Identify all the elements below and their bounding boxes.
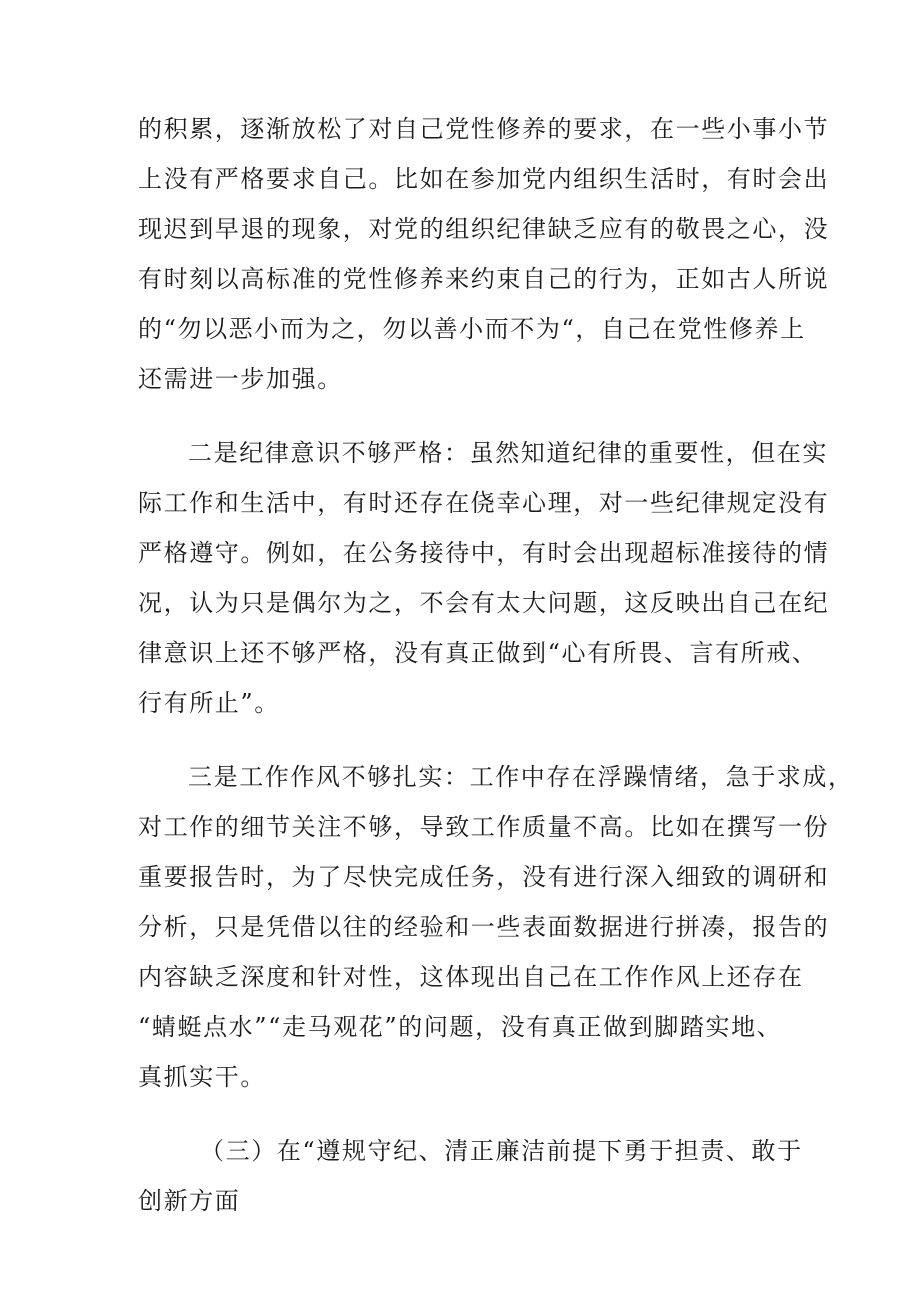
paragraph-party-spirit-continuation: [138, 104, 830, 404]
text-line: 有时刻以高标准的党性修养来约束自己的行为，正如古人所说: [138, 265, 830, 293]
text-line: “蜻蜓点水”“走马观花”的问题，没有真正做到脚踏实地、: [138, 1013, 783, 1041]
text-line: 现迟到早退的现象，对党的组织纪律缺乏应有的敬畏之心，没: [138, 215, 830, 243]
text-line: 分析，只是凭借以往的经验和一些表面数据进行拼凑，报告的: [138, 913, 830, 941]
text-line: 三是工作作风不够扎实：工作中存在浮躁情绪，急于求成，: [188, 763, 854, 791]
text-line: 重要报告时，为了尽快完成任务，没有进行深入细致的调研和: [138, 863, 830, 891]
paragraph-work-style: [138, 752, 854, 1102]
text-line: 况，认为只是偶尔为之，不会有太大问题，这反映出自己在纪: [138, 589, 830, 617]
text-line: 际工作和生活中，有时还存在侥幸心理，对一些纪律规定没有: [138, 489, 830, 517]
text-line: 对工作的细节关注不够，导致工作质量不高。比如在撰写一份: [138, 813, 830, 841]
document-body: [138, 104, 854, 1250]
text-line: 行有所止”。: [138, 689, 280, 717]
text-line: 上没有严格要求自己。比如在参加党内组织生活时，有时会出: [138, 165, 830, 193]
text-line: 严格遵守。例如，在公务接待中，有时会出现超标准接待的情: [138, 539, 830, 567]
heading-line: 创新方面: [138, 1187, 241, 1215]
text-line: 二是纪律意识不够严格：虽然知道纪律的重要性，但在实: [188, 439, 828, 467]
paragraph-discipline-awareness: [138, 428, 830, 728]
heading-line: （三）在“遵规守纪、清正廉洁前提下勇于担责、敢于: [200, 1137, 803, 1165]
text-line: 的积累，逐渐放松了对自己党性修养的要求，在一些小事小节: [138, 115, 830, 143]
section-heading-three: [138, 1126, 803, 1226]
text-line: 的“勿以恶小而为之，勿以善小而不为“，自己在党性修养上: [138, 315, 806, 343]
text-line: 还需进一步加强。: [138, 365, 343, 393]
text-line: 律意识上还不够严格，没有真正做到“心有所畏、言有所戒、: [138, 639, 818, 667]
text-line: 内容缺乏深度和针对性，这体现出自己在工作作风上还存在: [138, 963, 804, 991]
text-line: 真抓实干。: [138, 1063, 266, 1091]
